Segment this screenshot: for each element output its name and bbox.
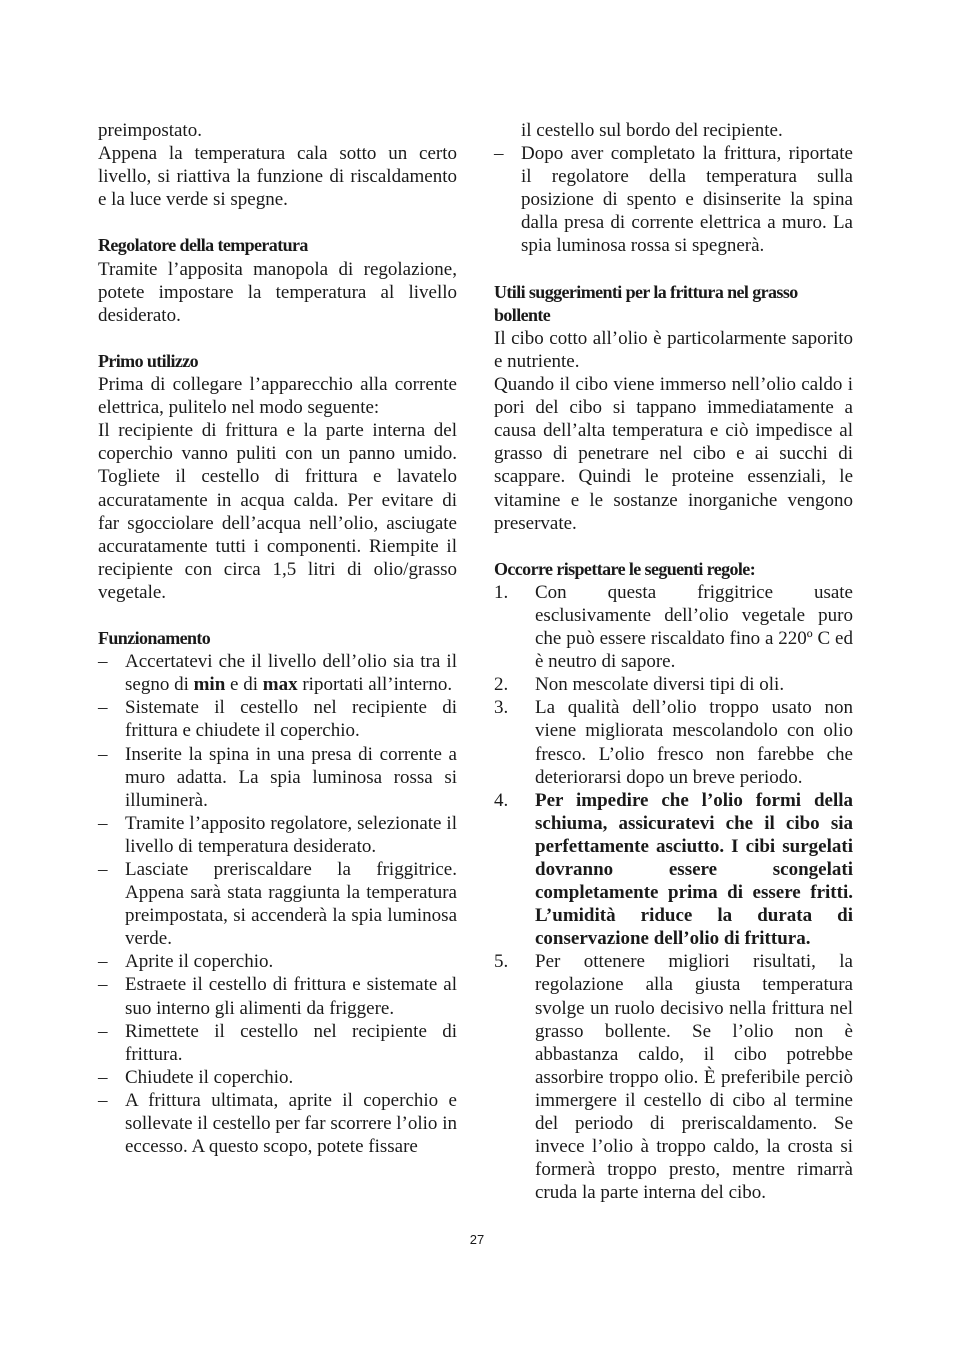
list-item: – A frittura ultimata, aprite il coperchio e sollevate il cestello per far scorrere l’olio in eccesso. A questo scopo, potete fissare <box>98 1089 457 1158</box>
numbered-item: 4. Per impedire che l’olio formi della schiuma, assicuratevi che il cibo sia perfettamente asciutto. I cibi surgelati dovranno essere scongelati completamente prima di essere fritti. L’umidità riduce la durata di conservazione dell’olio di frittura. <box>494 789 853 950</box>
list-item: – Inserite la spina in una presa di corrente a muro adatta. La spia luminosa rossa si illuminerà. <box>98 743 457 812</box>
paragraph: Tramite l’apposita manopola di regolazione, potete impostare la temperatura al livello desiderato. <box>98 258 457 326</box>
list-item: – Lasciate preriscaldare la friggitrice. Appena sarà stata raggiunta la temperatura preimpostata, si accenderà la spia luminosa verde. <box>98 858 457 950</box>
numbered-item: 2. Non mescolate diversi tipi di oli. <box>494 674 785 696</box>
page-number: 27 <box>469 1232 485 1247</box>
numbered-item: 1. Con questa friggitrice usate esclusivamente dell’olio vegetale puro che può essere riscaldato fino a 220º C ed è neutro di sapore. <box>494 581 853 673</box>
paragraph: preimpostato. <box>98 120 202 141</box>
paragraph: Il cibo cotto all’olio è particolarmente saporito e nutriente. <box>494 327 853 372</box>
left-column <box>98 119 457 1158</box>
list-item: – Aprite il coperchio. <box>98 950 457 973</box>
section-heading-operation: Funzionamento <box>98 628 211 649</box>
numbered-item: 5. Per ottenere migliori risultati, la regolazione alla giusta temperatura svolge un ruolo decisivo nella frittura nel grasso bollente. Se l’olio non è abbastanza caldo, il cibo potrebbe assorbire troppo olio. È preferibile perciò immergere il cestello di cibo al termine del periodo di preriscaldamento. Se invece l’olio à troppo caldo, la crosta si formerà troppo presto, mentre rimarrà cruda la parte interna del cibo. <box>494 951 853 1204</box>
paragraph: Appena la temperatura cala sotto un certo livello, si riattiva la funzione di riscaldamento e la luce verde si spegne. <box>98 143 457 211</box>
rules-list <box>494 581 853 1205</box>
list-item: – Dopo aver completato la frittura, riportate il regolatore della temperatura sulla posizione di spento e disinserite la spina dalla presa di corrente elettrica a muro. La spia luminosa rossa si spegnerà. <box>494 142 853 257</box>
list-item: – Rimettete il cestello nel recipiente di frittura. <box>98 1020 457 1066</box>
right-column <box>494 119 853 1204</box>
section-heading-first-use: Primo utilizzo <box>98 350 199 371</box>
section-heading-rules: Occorre rispettare le seguenti regole: <box>494 558 756 579</box>
list-item: – Sistemate il cestello nel recipiente di frittura e chiudete il coperchio. <box>98 696 457 742</box>
section-heading-tips: Utili suggerimenti per la frittura nel grasso bollente <box>494 281 798 325</box>
list-item: – Accertatevi che il livello dell’olio sia tra il segno di min e di max riportati all’interno. <box>98 650 457 696</box>
section-heading-temperature: Regolatore della temperatura <box>98 235 308 256</box>
list-item: – Tramite l’apposito regolatore, selezionate il livello di temperatura desiderato. <box>98 812 457 858</box>
operation-list-continued <box>494 142 853 257</box>
list-item-continuation: il cestello sul bordo del recipiente. <box>521 120 783 141</box>
paragraph: Quando il cibo viene immerso nell’olio caldo i pori del cibo si tappano immediatamente a causa dell’alta temperatura e ciò impedisce al grasso di penetrare nel cibo e ai succhi di scappare. Quindi le proteine essenziali, le vitamine e le sostanze inorganiche vengono preservate. <box>494 374 853 534</box>
paragraph: Prima di collegare l’apparecchio alla corrente elettrica, pulitelo nel modo seguente: <box>98 374 457 419</box>
numbered-item: 3. La qualità dell’olio troppo usato non viene migliorata mescolandolo con olio fresco. L’olio fresco non farebbe che deteriorarsi dopo un breve periodo. <box>494 697 853 788</box>
paragraph: Il recipiente di frittura e la parte interna del coperchio vanno puliti con un panno umido. Togliete il cestello di frittura e lavatelo accuratamente in acqua calda. Per evitare di far sgocciolare dell’acqua nell’olio, asciugate accuratamente tutti i componenti. Riempite il recipiente con circa 1,5 litri di olio/grasso vegetale. <box>98 420 457 603</box>
operation-list <box>98 650 457 1158</box>
list-item: – Estraete il cestello di frittura e sistemate al suo interno gli alimenti da friggere. <box>98 973 457 1019</box>
list-item: – Chiudete il coperchio. <box>98 1066 457 1089</box>
